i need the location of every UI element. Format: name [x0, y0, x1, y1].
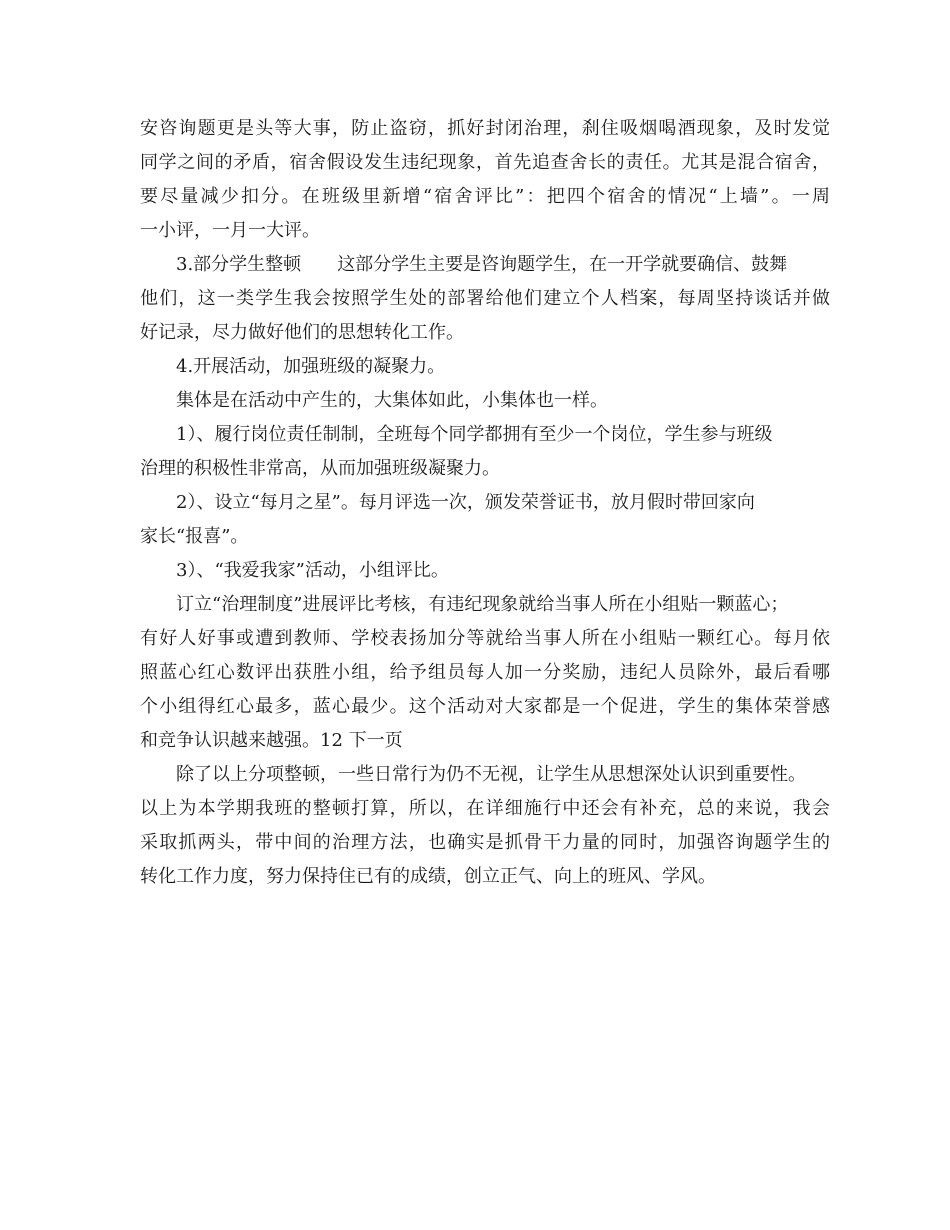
document-body	[140, 112, 830, 894]
text-line: 采取抓两头，带中间的治理方法，也确实是抓骨干力量的同时，加强咨询题学生的	[140, 832, 830, 853]
text-line: 转化工作力度，努力保持住已有的成绩，创立正气、向上的班风、学风。	[140, 866, 716, 887]
text-line: 除了以上分项整顿，一些日常行为仍不无视，让学生从思想深处认识到重要性。	[176, 764, 806, 785]
text-line: 订立“治理制度”进展评比考核，有违纪现象就给当事人所在小组贴一颗蓝心；	[176, 594, 789, 615]
text-line: 好记录，尽力做好他们的思想转化工作。	[140, 322, 464, 343]
text-line: 同学之间的矛盾，宿舍假设发生违纪现象，首先追查舍长的责任。尤其是混合宿舍，	[140, 152, 830, 173]
text-line: 照蓝心红心数评出获胜小组，给予组员每人加一分奖励，违纪人员除外，最后看哪	[140, 662, 830, 683]
list-item: 1）、履行岗位责任制制，全班每个同学都拥有至少一个岗位，学生参与班级	[176, 424, 773, 445]
text-line: 治理的积极性非常高，从而加强班级凝聚力。	[140, 458, 500, 479]
list-item: 2）、设立“每月之星”。每月评选一次，颁发荣誉证书，放月假时带回家向	[176, 492, 755, 513]
text-line: 以上为本学期我班的整顿打算，所以，在详细施行中还会有补充，总的来说，我会	[140, 798, 830, 819]
text-line: 集体是在活动中产生的，大集体如此，小集体也一样。	[176, 390, 608, 411]
text-line: 安咨询题更是头等大事，防止盗窃，抓好封闭治理，刹住吸烟喝酒现象，及时发觉	[140, 118, 830, 139]
text-line: 和竞争认识越来越强。12 下一页	[140, 730, 403, 751]
section-heading: 4.开展活动，加强班级的凝聚力。	[176, 356, 446, 377]
section-heading-line	[140, 248, 830, 282]
section-heading: 3.部分学生整顿	[176, 254, 302, 275]
text-line: 家长“报喜”。	[140, 526, 249, 547]
text-line: 他们，这一类学生我会按照学生处的部署给他们建立个人档案，每周坚持谈话并做	[140, 288, 830, 309]
text-line: 一小评，一月一大评。	[140, 220, 320, 241]
text-line: 有好人好事或遭到教师、学校表扬加分等就给当事人所在小组贴一颗红心。每月依	[140, 628, 830, 649]
list-item: 3）、“我爱我家”活动，小组评比。	[176, 560, 449, 581]
paragraph-text: 这部分学生主要是咨询题学生，在一开学就要确信、鼓舞	[337, 254, 788, 275]
text-line: 要尽量减少扣分。在班级里新增“宿舍评比”：把四个宿舍的情况“上墙”。一周	[140, 186, 830, 207]
text-line: 个小组得红心最多，蓝心最少。这个活动对大家都是一个促进，学生的集体荣誉感	[140, 696, 830, 717]
